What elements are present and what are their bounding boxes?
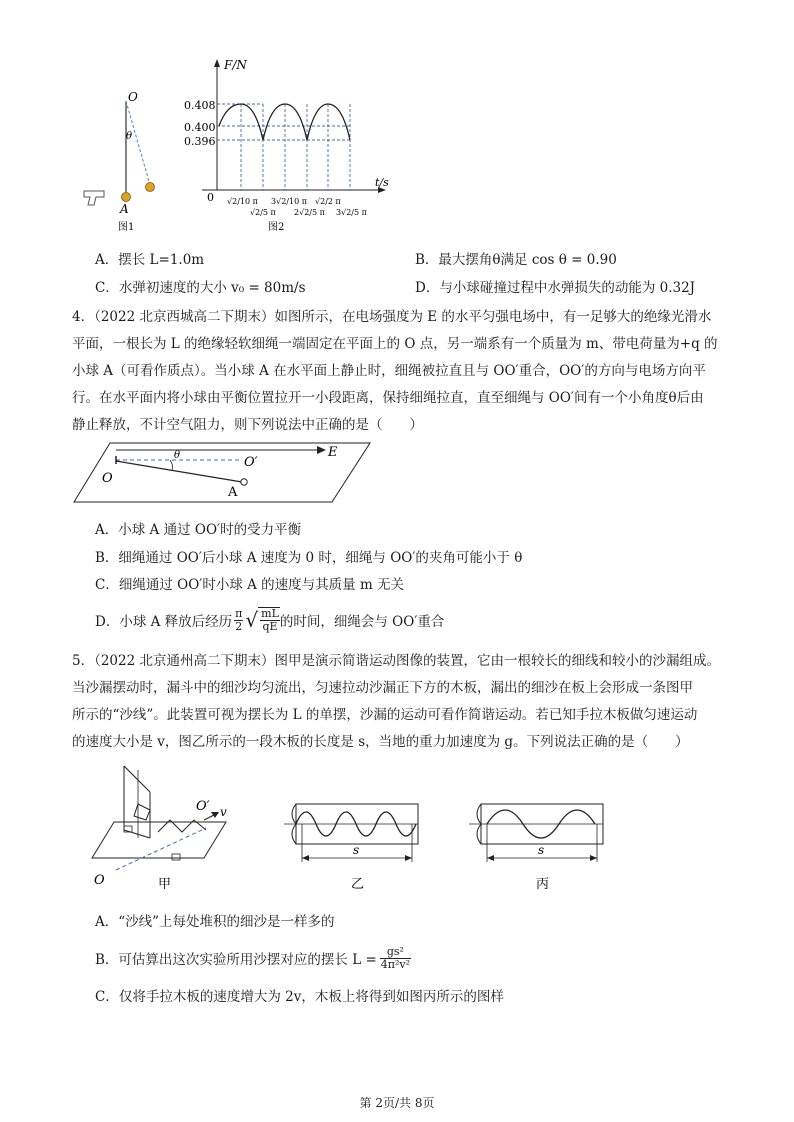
q4-option-d-sqrt-fraction: [260, 608, 280, 633]
q4-stem-line: 平面，一根长为 L 的绝缘轻软细绳一端固定在平面上的 O 点，另一端系有一个质量为 m、带电荷量为+q 的: [72, 336, 718, 352]
jia-label-v: v: [220, 805, 227, 819]
fig1-label-a: A: [120, 202, 129, 216]
fig1-label-theta: θ: [126, 131, 133, 142]
jia-label-o-prime: O′: [196, 799, 210, 814]
q4-label-theta: θ: [174, 450, 181, 461]
yi-label-s: s: [353, 843, 360, 857]
q5-stem-line: 所示的“沙线”。此装置可视为摆长为 L 的单摆，沙漏的运动可看作简谐运动。若已知手拉木板做匀速运动: [72, 707, 698, 723]
q4-stem-line: 静止释放，不计空气阻力，则下列说法中正确的是（ ）: [72, 417, 423, 433]
fig1-caption: 图1: [118, 222, 135, 233]
sand-line-graph-bing: [465, 800, 615, 895]
q4-option-d-fraction: [234, 608, 243, 633]
q5-option-c: C．仅将手拉木板的速度增大为 2v，木板上将得到如图丙所示的图样: [95, 989, 504, 1005]
fig2-x-tick-3: 3√2/10 π: [271, 197, 307, 206]
q5-option-b-prefix: B．可估算出这次实验所用沙摆对应的摆长 L =: [95, 952, 377, 968]
q4-stem-line: 4．（2022 北京西城高二下期末）如图所示，在电场强度为 E 的水平匀强电场中，有一足够大的绝缘光滑水: [72, 309, 712, 325]
fig2-y-tick-0408: 0.408: [184, 99, 216, 112]
q4-option-c: C．细绳通过 OO′时小球 A 的速度与其质量 m 无关: [95, 577, 405, 593]
fraction-numerator: gs²: [380, 946, 411, 959]
q3-figure-1: [70, 85, 180, 235]
q5-option-a: A．“沙线”上每处堆积的细沙是一样多的: [95, 914, 335, 930]
q5-figure-bing: [465, 800, 615, 895]
q5-stem-line: 当沙漏摆动时，漏斗中的细沙均匀流出，匀速拉动沙漏正下方的木板，漏出的细沙在板上会形成一条图甲: [72, 680, 693, 696]
q4-label-e: E: [328, 445, 338, 460]
page-footer: 第 2页/共 8页: [359, 1096, 435, 1110]
q4-label-a: A: [228, 485, 238, 500]
q5-stem: [72, 648, 772, 756]
jia-label-o: O: [94, 873, 105, 888]
fraction-numerator: mL: [261, 607, 279, 620]
yi-caption: 乙: [351, 877, 365, 892]
fig2-x-tick-2: √2/5 π: [250, 208, 276, 217]
fig2-x-tick-4: 2√2/5 π: [294, 208, 325, 217]
fig2-y-tick-0400: 0.400: [184, 121, 216, 134]
q4-option-d-suffix: 的时间，细绳会与 OO′重合: [279, 614, 445, 630]
jia-caption: 甲: [158, 877, 172, 892]
q5-stem-line: 5．（2022 北京通州高二下期末）图甲是演示简谐运动图像的装置，它由一根较长的细线和较小的沙漏组成。: [72, 653, 720, 669]
q4-option-d: [95, 603, 444, 637]
fraction-denominator: 2: [235, 619, 243, 633]
q4-label-o-prime: O′: [244, 455, 258, 470]
q4-stem-line: 小球 A（可看作质点）。当小球 A 在水平面上静止时，细绳被拉直且与 OO′重合，OO′的方向与电场方向平: [72, 363, 706, 379]
fig1-label-o: O: [128, 90, 138, 104]
sqrt-icon: √: [245, 608, 259, 632]
fig2-origin: 0: [207, 191, 214, 204]
fraction-numerator: π: [235, 606, 243, 620]
force-time-graph: [170, 55, 400, 235]
sand-pendulum-apparatus: [88, 762, 248, 892]
q3-figure-2: [170, 55, 400, 235]
fig2-y-axis-label: F/N: [224, 58, 247, 72]
q5-figure-jia: [88, 762, 248, 892]
bing-caption: 丙: [536, 877, 550, 892]
q4-option-d-sqrt: [258, 607, 280, 633]
fig2-x-axis-label: t/s: [375, 176, 389, 189]
q4-option-d-prefix: D．小球 A 释放后经历: [95, 614, 233, 630]
q5-option-b: [95, 942, 411, 974]
fig2-caption: 图2: [268, 222, 285, 233]
fig2-y-tick-0396: 0.396: [184, 135, 216, 148]
fig2-x-tick-5: √2/2 π: [315, 197, 341, 206]
q3-option-d: D．与小球碰撞过程中水弹损失的动能为 0.32J: [415, 280, 696, 296]
q4-stem: [72, 304, 762, 439]
q5-stem-line: 的速度大小是 v，图乙所示的一段木板的长度是 s，当地的重力加速度为 g。下列说法正确的是（ ）: [72, 734, 689, 750]
q4-stem-line: 行。在水平面内将小球由平衡位置拉开一小段距离，保持细绳拉直，直至细绳与 OO′间有一个小角度θ后由: [72, 390, 704, 406]
fraction-denominator: qE: [262, 620, 278, 633]
q3-option-a: A．摆长 L=1.0m: [95, 252, 205, 268]
q4-figure: [70, 440, 390, 510]
q4-option-b: B．细绳通过 OO′后小球 A 速度为 0 时，细绳与 OO′的夹角可能小于 θ: [95, 550, 523, 566]
q5-option-b-fraction: [380, 946, 411, 971]
q3-option-b: B．最大摆角θ满足 cos θ = 0.90: [415, 252, 617, 268]
fig2-x-tick-6: 3√2/5 π: [336, 208, 367, 217]
electric-field-plane-diagram: [70, 440, 390, 510]
q3-option-c: C．水弹初速度的大小 v₀ = 80m/s: [95, 280, 306, 296]
q5-figure-yi: [280, 800, 430, 895]
fraction-denominator: 4π²v²: [380, 957, 411, 971]
pendulum-diagram: [70, 85, 180, 235]
q4-option-a: A．小球 A 通过 OO′时的受力平衡: [95, 522, 302, 538]
sand-line-graph-yi: [280, 800, 430, 895]
bing-label-s: s: [538, 843, 545, 857]
fig2-x-tick-1: √2/10 π: [227, 197, 258, 206]
q4-label-o: O: [102, 471, 113, 486]
